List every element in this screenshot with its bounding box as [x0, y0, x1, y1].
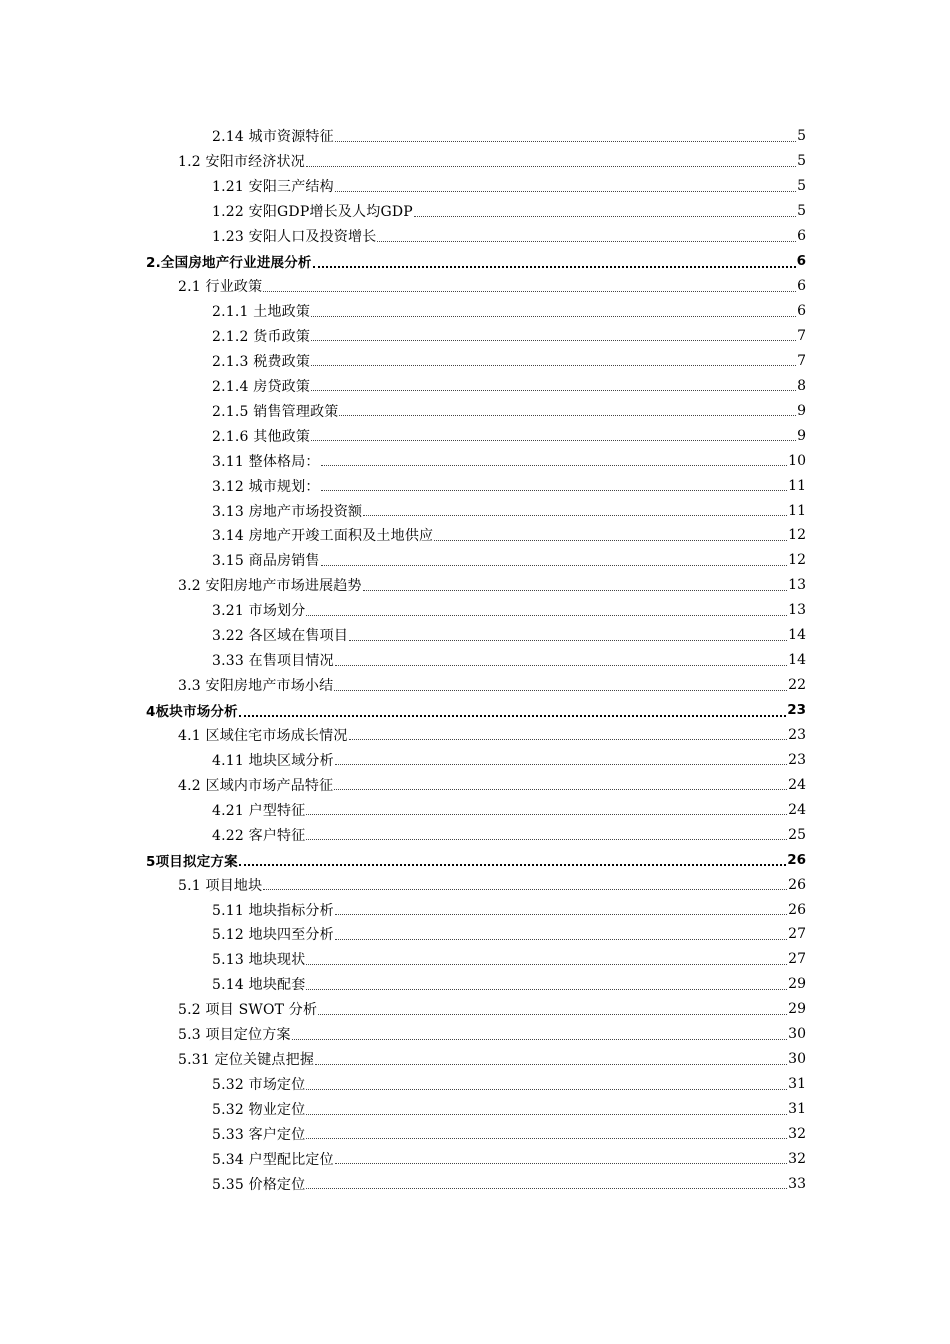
- toc-entry-title: 5.14 地块配套: [212, 977, 306, 994]
- toc-entry-title: 4.21 户型特征: [212, 802, 306, 819]
- toc-dot-leader: [306, 165, 796, 167]
- toc-dot-leader: [311, 389, 796, 391]
- toc-entry[interactable]: [0, 1122, 806, 1147]
- toc-page-number: 6: [797, 228, 806, 245]
- toc-page-number: 13: [788, 602, 806, 619]
- toc-dot-leader: [306, 1113, 787, 1115]
- toc-entry-title: 1.22 安阳GDP增长及人均GDP: [212, 204, 413, 221]
- toc-page-number: 7: [797, 327, 806, 344]
- toc-entry-title: 4板块市场分析: [146, 704, 238, 721]
- toc-entry-title: 2.14 城市资源特征: [212, 129, 334, 146]
- toc-dot-leader: [311, 364, 796, 366]
- toc-entry[interactable]: [0, 747, 806, 772]
- toc-dot-leader: [311, 339, 796, 341]
- toc-entry[interactable]: [0, 224, 806, 249]
- toc-dot-leader: [334, 689, 787, 691]
- toc-entry[interactable]: [0, 922, 806, 947]
- toc-page-number: 30: [788, 1051, 806, 1068]
- toc-entry[interactable]: [0, 448, 806, 473]
- toc-entry[interactable]: [0, 872, 806, 897]
- toc-entry[interactable]: [0, 498, 806, 523]
- toc-entry-title: 2.1 行业政策: [178, 279, 263, 296]
- toc-page-number: 6: [796, 253, 806, 270]
- toc-dot-leader: [349, 639, 787, 641]
- toc-page-number: 30: [788, 1026, 806, 1043]
- toc-page-number: 32: [788, 1150, 806, 1167]
- toc-entry-title: 5.32 物业定位: [212, 1102, 306, 1119]
- toc-entry-title: 2.全国房地产行业进展分析: [146, 255, 312, 272]
- toc-page-number: 5: [797, 178, 806, 195]
- toc-entry[interactable]: [0, 473, 806, 498]
- toc-dot-leader: [321, 564, 788, 566]
- toc-entry[interactable]: [0, 423, 806, 448]
- toc-page-number: 27: [788, 926, 806, 943]
- toc-dot-leader: [306, 988, 787, 990]
- toc-entry[interactable]: [0, 174, 806, 199]
- toc-entry[interactable]: [0, 1022, 806, 1047]
- toc-entry-title: 3.33 在售项目情况: [212, 653, 334, 670]
- toc-entry[interactable]: [0, 124, 806, 149]
- toc-entry-title: 2.1.1 土地政策: [212, 304, 311, 321]
- toc-entry[interactable]: [0, 523, 806, 548]
- toc-entry[interactable]: [0, 1171, 806, 1196]
- toc-entry-title: 3.21 市场划分: [212, 603, 306, 620]
- toc-entry[interactable]: [0, 373, 806, 398]
- toc-dot-leader: [335, 938, 787, 940]
- toc-entry[interactable]: [0, 797, 806, 822]
- toc-entry-title: 5.1 项目地块: [178, 877, 263, 894]
- toc-page-number: 24: [788, 801, 806, 818]
- toc-entry-title: 5.31 定位关键点把握: [178, 1052, 315, 1069]
- toc-entry-title: 5.34 户型配比定位: [212, 1151, 334, 1168]
- toc-dot-leader: [263, 290, 796, 292]
- toc-entry[interactable]: [0, 897, 806, 922]
- toc-page-number: 9: [797, 402, 806, 419]
- toc-dot-leader: [335, 913, 787, 915]
- toc-page-number: 23: [788, 751, 806, 768]
- toc-entry-title: 1.21 安阳三产结构: [212, 179, 334, 196]
- toc-page-number: 23: [787, 702, 806, 719]
- toc-entry-title: 5.11 地块指标分析: [212, 902, 334, 919]
- toc-page-number: 12: [788, 527, 806, 544]
- toc-dot-leader: [339, 414, 796, 416]
- toc-dot-leader: [335, 763, 787, 765]
- toc-page-number: 9: [797, 427, 806, 444]
- toc-page-number: 7: [797, 352, 806, 369]
- toc-dot-leader: [292, 1038, 787, 1040]
- toc-entry-title: 4.1 区域住宅市场成长情况: [178, 727, 348, 744]
- toc-entry-title: 5.12 地块四至分析: [212, 927, 334, 944]
- toc-entry-title: 3.15 商品房销售: [212, 553, 320, 570]
- toc-entry[interactable]: [0, 149, 806, 174]
- toc-page-number: 12: [788, 552, 806, 569]
- toc-page-number: 14: [788, 652, 806, 669]
- toc-entry[interactable]: [0, 299, 806, 324]
- toc-entry[interactable]: [0, 648, 806, 673]
- toc-dot-leader: [334, 788, 787, 790]
- toc-entry[interactable]: [0, 274, 806, 299]
- toc-page-number: 22: [788, 677, 806, 694]
- toc-dot-leader: [321, 464, 788, 466]
- toc-entry[interactable]: [0, 1097, 806, 1122]
- toc-entry-title: 5.33 客户定位: [212, 1126, 306, 1143]
- toc-page-number: 11: [788, 502, 806, 519]
- toc-dot-leader: [335, 664, 787, 666]
- toc-page-number: 32: [788, 1125, 806, 1142]
- toc-entry[interactable]: [0, 772, 806, 797]
- toc-entry-title: 5.3 项目定位方案: [178, 1027, 291, 1044]
- toc-dot-leader: [306, 838, 787, 840]
- toc-entry[interactable]: [0, 972, 806, 997]
- toc-entry-title: 3.13 房地产市场投资额: [212, 503, 363, 520]
- toc-page-number: 26: [788, 876, 806, 893]
- toc-dot-leader: [263, 888, 787, 890]
- toc-page-number: 5: [797, 203, 806, 220]
- toc-dot-leader: [239, 714, 786, 717]
- toc-page-number: 27: [788, 951, 806, 968]
- toc-entry[interactable]: [0, 324, 806, 349]
- toc-entry-title: 5项目拟定方案: [146, 853, 238, 870]
- toc-entry-title: 4.22 客户特征: [212, 827, 306, 844]
- toc-entry-title: 3.11 整体格局：: [212, 453, 320, 470]
- toc-dot-leader: [239, 863, 786, 866]
- toc-dot-leader: [306, 813, 787, 815]
- toc-page-number: 10: [788, 452, 806, 469]
- toc-dot-leader: [311, 315, 796, 317]
- toc-page-number: 26: [787, 851, 806, 868]
- toc-entry-title: 1.23 安阳人口及投资增长: [212, 229, 377, 246]
- toc-entry[interactable]: [0, 623, 806, 648]
- toc-entry[interactable]: [0, 1146, 806, 1171]
- toc-entry[interactable]: [0, 997, 806, 1022]
- toc-page-number: 6: [797, 303, 806, 320]
- toc-entry-title: 2.1.6 其他政策: [212, 428, 311, 445]
- toc-dot-leader: [306, 963, 787, 965]
- toc-page-number: 24: [788, 776, 806, 793]
- toc-dot-leader: [315, 1063, 787, 1065]
- toc-dot-leader: [306, 1088, 787, 1090]
- toc-page-number: 5: [797, 128, 806, 145]
- toc-page-number: 29: [788, 976, 806, 993]
- toc-entry[interactable]: [0, 548, 806, 573]
- toc-entry[interactable]: [0, 199, 806, 224]
- toc-entry[interactable]: [0, 348, 806, 373]
- toc-dot-leader: [335, 1162, 787, 1164]
- toc-entry-title: 5.32 市场定位: [212, 1077, 306, 1094]
- toc-entry-title: 3.14 房地产开竣工面积及土地供应: [212, 528, 434, 545]
- toc-page-number: 11: [788, 477, 806, 494]
- toc-dot-leader: [363, 514, 787, 516]
- toc-entry[interactable]: [0, 573, 806, 598]
- toc-entry-title: 3.3 安阳房地产市场小结: [178, 678, 334, 695]
- toc-entry-title: 2.1.4 房贷政策: [212, 378, 311, 395]
- toc-entry-title: 2.1.5 销售管理政策: [212, 403, 339, 420]
- toc-entry-title: 4.2 区域内市场产品特征: [178, 777, 334, 794]
- toc-page-number: 6: [797, 278, 806, 295]
- toc-page-number: 8: [797, 377, 806, 394]
- toc-page-number: 29: [788, 1001, 806, 1018]
- toc-entry-title: 4.11 地块区域分析: [212, 752, 334, 769]
- toc-dot-leader: [306, 1187, 787, 1189]
- toc-entry[interactable]: [0, 249, 806, 274]
- toc-dot-leader: [321, 489, 788, 491]
- toc-dot-leader: [377, 240, 796, 242]
- toc-dot-leader: [306, 614, 787, 616]
- toc-entry-title: 1.2 安阳市经济状况: [178, 154, 305, 171]
- toc-page-number: 26: [788, 901, 806, 918]
- toc-entry[interactable]: [0, 698, 806, 723]
- toc-dot-leader: [318, 1013, 787, 1015]
- toc-page-number: 14: [788, 627, 806, 644]
- toc-entry-title: 5.35 价格定位: [212, 1176, 306, 1193]
- toc-entry[interactable]: [0, 673, 806, 698]
- toc-dot-leader: [335, 190, 796, 192]
- toc-dot-leader: [313, 265, 796, 268]
- toc-entry[interactable]: [0, 598, 806, 623]
- table-of-contents: [0, 124, 950, 1196]
- toc-entry[interactable]: [0, 1072, 806, 1097]
- toc-entry-title: 5.2 项目 SWOT 分析: [178, 1002, 318, 1019]
- toc-entry-title: 3.12 城市规划：: [212, 478, 320, 495]
- toc-page-number: 23: [788, 726, 806, 743]
- toc-page-number: 25: [788, 826, 806, 843]
- toc-entry-title: 2.1.2 货币政策: [212, 328, 311, 345]
- toc-entry-title: 2.1.3 税费政策: [212, 353, 311, 370]
- toc-dot-leader: [311, 439, 796, 441]
- toc-entry-title: 3.22 各区域在售项目: [212, 628, 349, 645]
- toc-entry[interactable]: [0, 723, 806, 748]
- toc-dot-leader: [335, 140, 796, 142]
- toc-dot-leader: [363, 589, 787, 591]
- toc-entry[interactable]: [0, 947, 806, 972]
- toc-page-number: 33: [788, 1175, 806, 1192]
- toc-page-number: 31: [788, 1101, 806, 1118]
- toc-page-number: 5: [797, 153, 806, 170]
- toc-page-number: 13: [788, 577, 806, 594]
- toc-dot-leader: [434, 539, 787, 541]
- toc-entry[interactable]: [0, 822, 806, 847]
- toc-entry-title: 3.2 安阳房地产市场进展趋势: [178, 578, 362, 595]
- toc-dot-leader: [414, 215, 796, 217]
- toc-entry-title: 5.13 地块现状: [212, 952, 306, 969]
- toc-entry[interactable]: [0, 847, 806, 872]
- toc-entry[interactable]: [0, 1047, 806, 1072]
- toc-entry[interactable]: [0, 398, 806, 423]
- toc-dot-leader: [349, 738, 788, 740]
- toc-page-number: 31: [788, 1076, 806, 1093]
- toc-dot-leader: [306, 1137, 787, 1139]
